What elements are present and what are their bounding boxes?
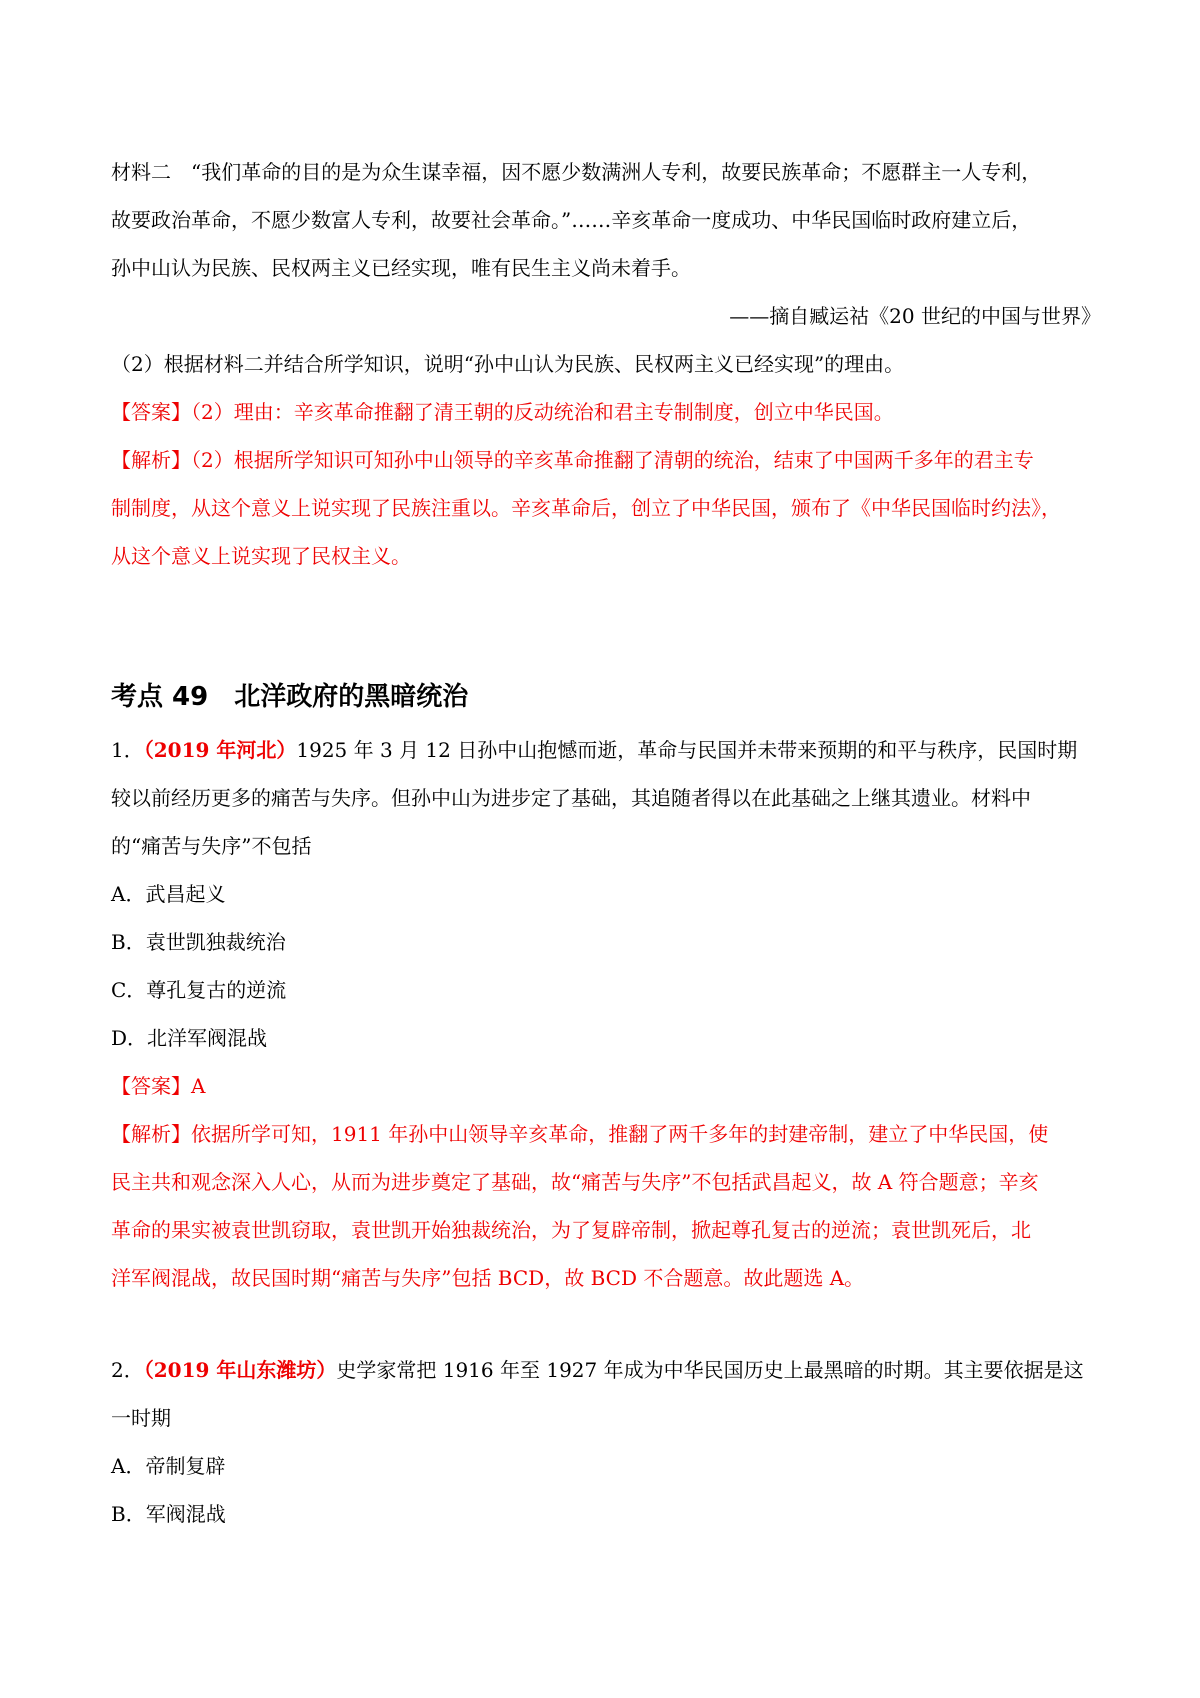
material-2-line: 孙中山认为民族、民权两主义已经实现，唯有民生主义尚未着手。 bbox=[111, 256, 691, 280]
option-a: A．帝制复辟 bbox=[111, 1454, 226, 1478]
sub-question-2-text: （2）根据材料二并结合所学知识，说明“孙中山认为民族、民权两主义已经实现”的理由。 bbox=[111, 352, 905, 376]
sub-question-2 bbox=[111, 340, 1101, 580]
question-1-analysis-line: 【解析】依据所学可知，1911 年孙中山领导辛亥革命，推翻了两千多年的封建帝制，建立了中华民国，使 bbox=[111, 1122, 1049, 1146]
option-a: A．武昌起义 bbox=[111, 882, 226, 906]
question-1 bbox=[111, 726, 1101, 1302]
document-page bbox=[111, 148, 1101, 1538]
question-1-analysis-line: 洋军阀混战，故民国时期“痛苦与失序”包括 BCD，故 BCD 不合题意。故此题选 A。 bbox=[111, 1266, 865, 1290]
question-2 bbox=[111, 1346, 1101, 1538]
material-2-line: 故要政治革命，不愿少数富人专利，故要社会革命。”……辛亥革命一度成功、中华民国临时政府建立后， bbox=[111, 208, 1032, 232]
question-source-tag: （2019 年山东潍坊） bbox=[143, 1358, 337, 1382]
sub-question-2-analysis-line: 从这个意义上说实现了民权主义。 bbox=[111, 544, 411, 568]
section-heading: 考点 49 北洋政府的黑暗统治 bbox=[111, 682, 469, 712]
question-1-line: 较以前经历更多的痛苦与失序。但孙中山为进步定了基础，其追随者得以在此基础之上继其遗业。材料中 bbox=[111, 786, 1031, 810]
question-number: 2． bbox=[111, 1358, 144, 1382]
option-b: B．袁世凯独裁统治 bbox=[111, 930, 286, 954]
sub-question-2-analysis-line: 制制度，从这个意义上说实现了民族注重以。辛亥革命后，创立了中华民国，颁布了《中华民国临时约法》， bbox=[111, 496, 1061, 520]
question-1-first-line bbox=[111, 726, 1101, 774]
question-number: 1． bbox=[111, 738, 144, 762]
question-2-line: 一时期 bbox=[111, 1406, 171, 1430]
option-b: B．军阀混战 bbox=[111, 1502, 226, 1526]
material-2-block bbox=[111, 148, 1101, 340]
spacer bbox=[111, 580, 1101, 670]
material-2-line: 材料二 “我们革命的目的是为众生谋幸福，因不愿少数满洲人专利，故要民族革命；不愿群主一人专利， bbox=[111, 160, 1042, 184]
question-text: 1925 年 3 月 12 日孙中山抱憾而逝，革命与民国并未带来预期的和平与秩序，民国时期 bbox=[296, 738, 1078, 762]
question-1-analysis-line: 民主共和观念深入人心，从而为进步奠定了基础，故“痛苦与失序”不包括武昌起义，故 A 符合题意；辛亥 bbox=[111, 1170, 1039, 1194]
question-text: 史学家常把 1916 年至 1927 年成为中华民国历史上最黑暗的时期。其主要依据是这 bbox=[336, 1358, 1084, 1382]
question-1-answer: 【答案】A bbox=[111, 1074, 206, 1098]
material-2-source: ——摘自臧运祜《20 世纪的中国与世界》 bbox=[729, 304, 1101, 328]
question-source-tag: （2019 年河北） bbox=[143, 738, 297, 762]
sub-question-2-answer: 【答案】（2）理由：辛亥革命推翻了清王朝的反动统治和君主专制制度，创立中华民国。 bbox=[111, 400, 894, 424]
sub-question-2-analysis-line: 【解析】（2）根据所学知识可知孙中山领导的辛亥革命推翻了清朝的统治，结束了中国两千多年的君主专 bbox=[111, 448, 1034, 472]
option-d: D．北洋军阀混战 bbox=[111, 1026, 268, 1050]
question-1-line: 的“痛苦与失序”不包括 bbox=[111, 834, 312, 858]
question-2-first-line bbox=[111, 1346, 1101, 1394]
spacer bbox=[111, 1302, 1101, 1346]
question-1-analysis-line: 革命的果实被袁世凯窃取，袁世凯开始独裁统治，为了复辟帝制，掀起尊孔复古的逆流；袁世凯死后，北 bbox=[111, 1218, 1031, 1242]
option-c: C．尊孔复古的逆流 bbox=[111, 978, 287, 1002]
